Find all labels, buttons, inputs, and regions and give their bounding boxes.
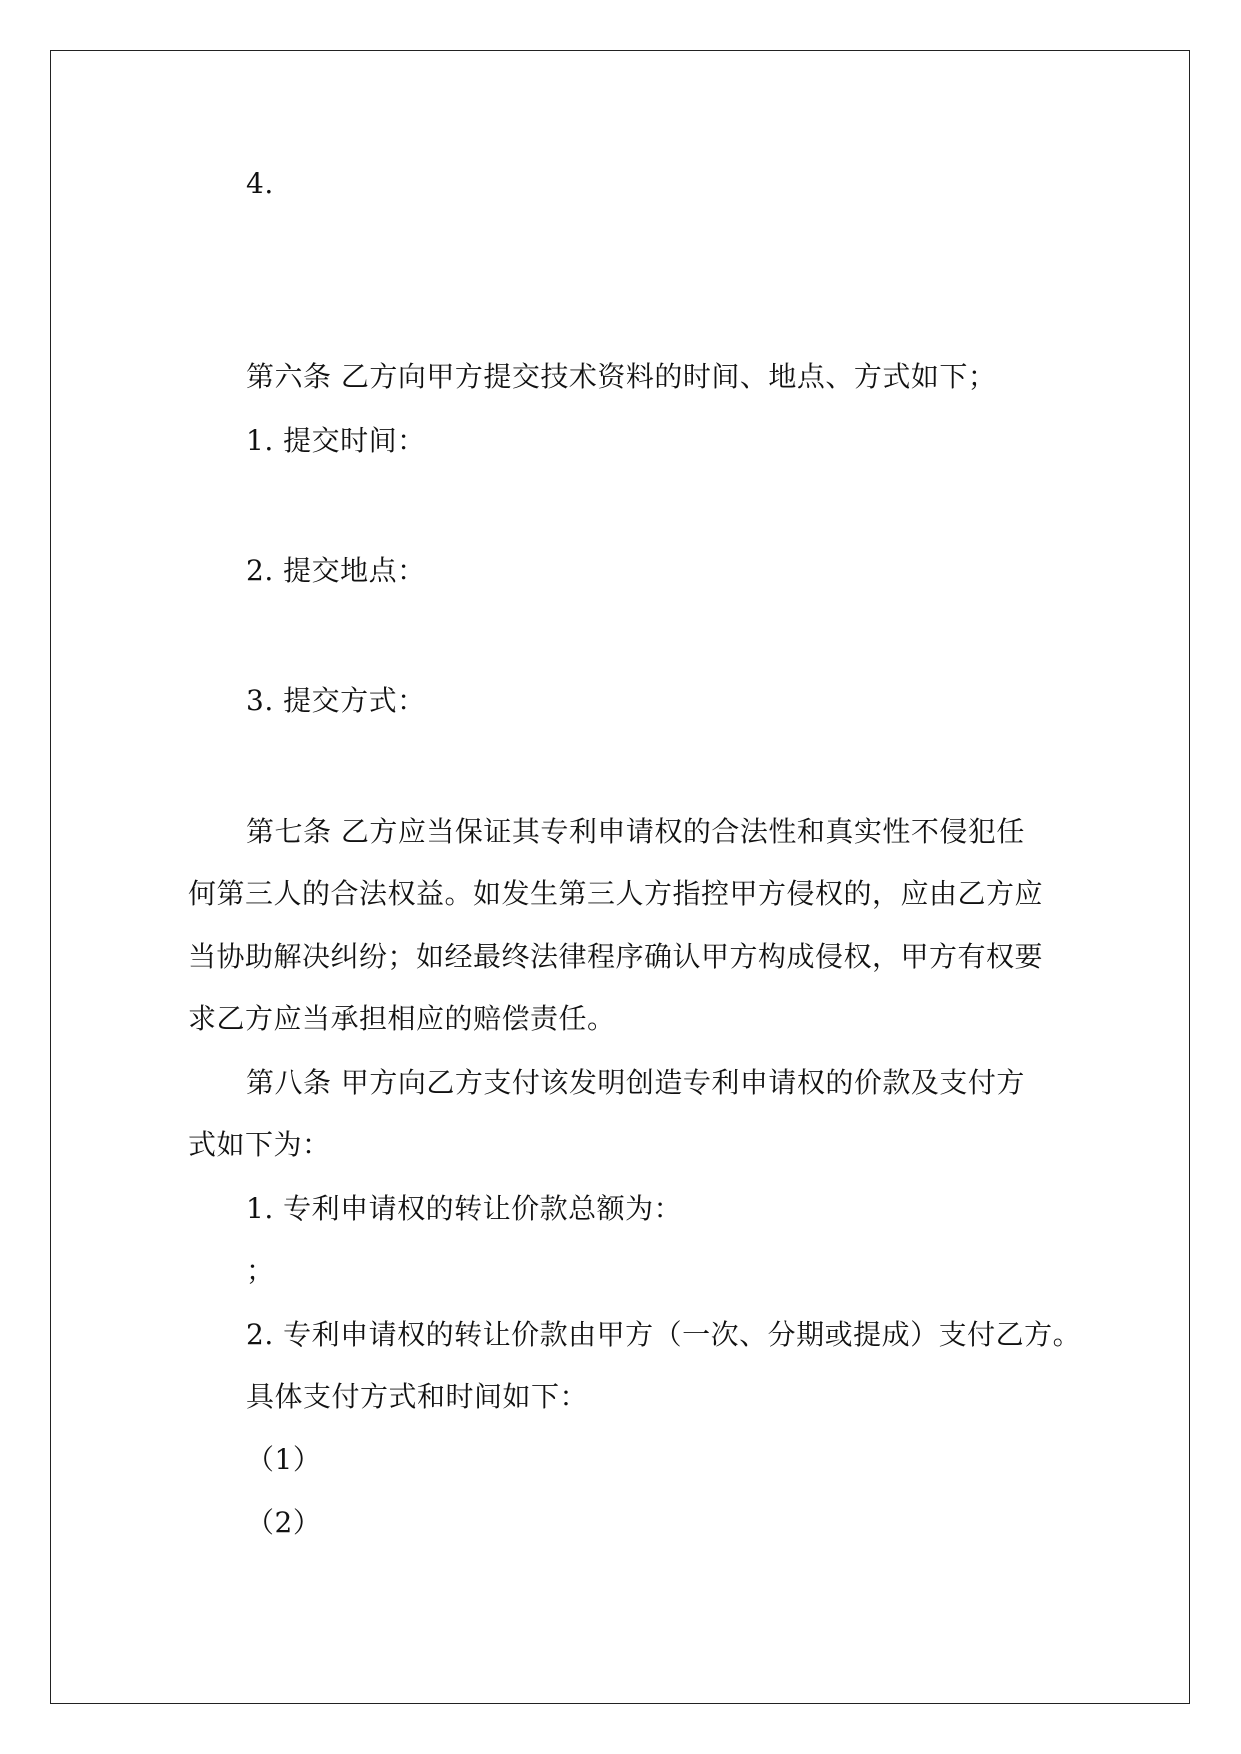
article-8-line-1: 第八条 甲方向乙方支付该发明创造专利申请权的价款及支付方 — [246, 1066, 1025, 1099]
article-6-heading: 第六条 乙方向甲方提交技术资料的时间、地点、方式如下； — [246, 360, 997, 393]
article-7-line-3: 当协助解决纠纷；如经最终法律程序确认甲方构成侵权，甲方有权要 — [188, 940, 1044, 973]
total-price-item: 1. 专利申请权的转让价款总额为： — [246, 1192, 683, 1225]
article-7-line-2: 何第三人的合法权益。如发生第三人方指控甲方侵权的，应由乙方应 — [188, 877, 1044, 910]
payment-detail-1: （1） — [246, 1443, 322, 1476]
total-price-blank: ； — [246, 1254, 275, 1287]
submission-time-item: 1. 提交时间： — [246, 424, 426, 457]
article-7-line-4: 求乙方应当承担相应的赔偿责任。 — [188, 1002, 616, 1035]
submission-method-item: 3. 提交方式： — [246, 684, 426, 717]
payment-detail-2: （2） — [246, 1506, 322, 1539]
article-7-line-1: 第七条 乙方应当保证其专利申请权的合法性和真实性不侵犯任 — [246, 815, 1025, 848]
submission-location-item: 2. 提交地点： — [246, 554, 426, 587]
payment-method-item: 2. 专利申请权的转让价款由甲方（一次、分期或提成）支付乙方。 — [246, 1318, 1082, 1351]
article-8-line-2: 式如下为： — [188, 1128, 331, 1161]
payment-details-intro: 具体支付方式和时间如下： — [246, 1380, 589, 1413]
paragraph-item-4: 4. — [246, 167, 274, 200]
